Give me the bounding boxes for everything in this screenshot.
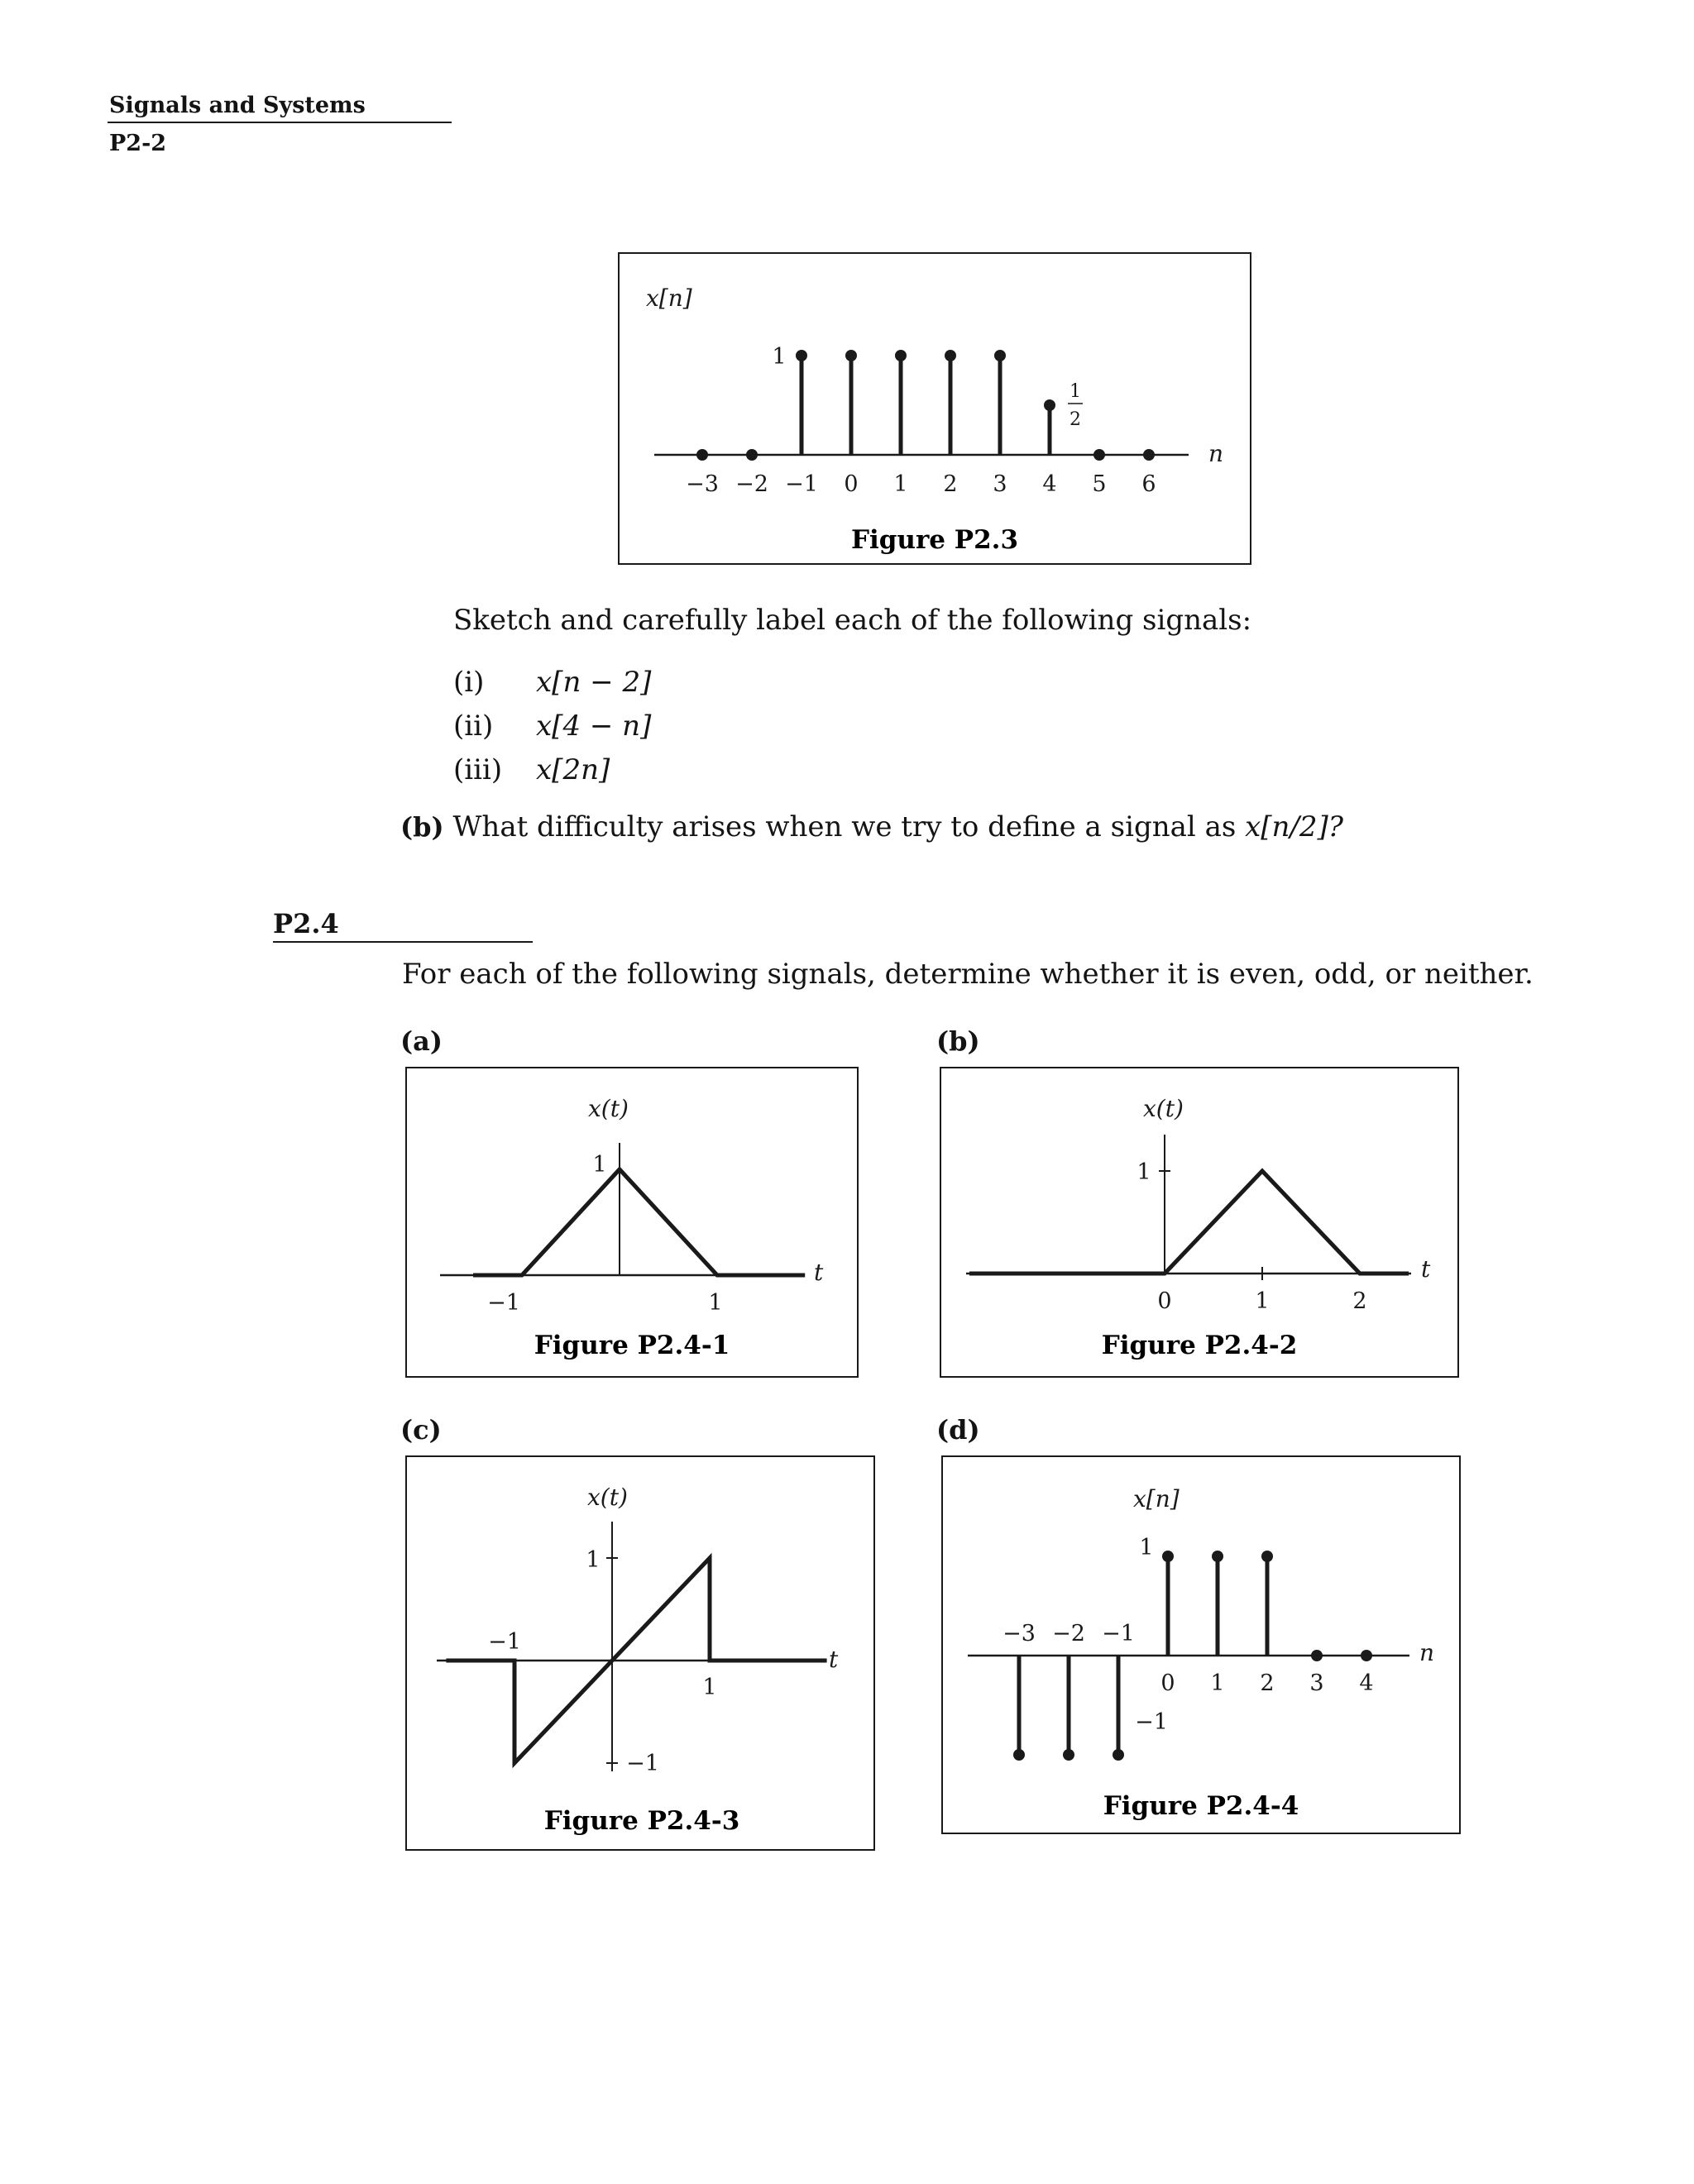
stem-point — [1143, 449, 1155, 461]
stem-point — [1113, 1749, 1124, 1761]
value-label-minus-one: −1 — [1135, 1709, 1168, 1735]
value-label-one: 1 — [1139, 1535, 1154, 1560]
tick-label: −1 — [785, 471, 818, 497]
stem-point — [1093, 449, 1105, 461]
stem-series — [696, 350, 1155, 461]
part-a-label: (a) — [400, 1025, 443, 1057]
figure-caption: Figure P2.4-4 — [1103, 1791, 1299, 1821]
signal-line — [473, 1169, 805, 1275]
stem-point — [696, 449, 708, 461]
value-label-one: 1 — [772, 344, 787, 370]
tick-label: 4 — [1042, 471, 1057, 497]
figure-caption: Figure P2.4-3 — [543, 1806, 740, 1836]
running-head-page-id: P2-2 — [109, 131, 167, 156]
value-label-one: 1 — [1137, 1159, 1151, 1185]
p2-3-instruction: Sketch and carefully label each of the following signals: — [453, 604, 1252, 637]
stem-point — [1261, 1551, 1273, 1562]
tick-label: 1 — [1210, 1670, 1225, 1696]
figure-p2-3-box — [618, 252, 1251, 565]
figure-p2-4-2-plot — [941, 1068, 1457, 1376]
item-expr: x[n − 2] — [536, 666, 652, 699]
part-b-expr: x[n/2]? — [1245, 810, 1344, 843]
tick-labels — [686, 471, 1156, 497]
tick-label: 0 — [844, 471, 859, 497]
tick-label: −3 — [686, 471, 719, 497]
stem-point — [945, 350, 956, 361]
tick-label: 6 — [1141, 471, 1156, 497]
ylabel: x(t) — [1143, 1095, 1184, 1122]
tick-label: 2 — [943, 471, 958, 497]
signal-line — [969, 1171, 1409, 1274]
xlabel: n — [1208, 440, 1224, 467]
tick-label: −2 — [1052, 1621, 1085, 1646]
xlabel: n — [1419, 1639, 1435, 1666]
part-c-label: (c) — [400, 1414, 442, 1446]
figure-p2-4-3-plot — [407, 1457, 873, 1849]
item-ii — [453, 710, 651, 743]
item-num: (iii) — [453, 753, 503, 786]
tick-label: 1 — [1255, 1288, 1270, 1314]
tick-label: 5 — [1092, 471, 1107, 497]
tick-label: 1 — [702, 1675, 717, 1700]
item-i — [453, 666, 651, 699]
tick-label: −1 — [487, 1290, 520, 1316]
stem-point — [845, 350, 857, 361]
stem-point — [1311, 1650, 1323, 1661]
item-iii — [453, 753, 610, 786]
tick-label: 1 — [708, 1290, 723, 1316]
running-head-title: Signals and Systems — [109, 93, 366, 118]
item-expr: x[4 − n] — [536, 710, 652, 743]
value-label-one: 1 — [586, 1547, 601, 1573]
stem-point — [1361, 1650, 1372, 1661]
value-label-half-num: 1 — [1070, 381, 1081, 402]
tick-label: 4 — [1359, 1670, 1374, 1696]
value-label-half-den: 2 — [1070, 409, 1081, 430]
figure-caption: Figure P2.4-1 — [534, 1331, 730, 1360]
stem-point — [1212, 1551, 1223, 1562]
item-expr: x[2n] — [536, 753, 610, 786]
figure-p2-4-4-box — [941, 1455, 1461, 1834]
part-label: (b) — [400, 811, 444, 843]
value-label-minus-one: −1 — [626, 1751, 659, 1776]
p2-4-instruction: For each of the following signals, determine whether it is even, odd, or neither. — [402, 958, 1534, 991]
tick-label: −1 — [1102, 1621, 1135, 1646]
stem-point — [1044, 399, 1055, 411]
tick-label: 3 — [993, 471, 1007, 497]
tick-label: 0 — [1160, 1670, 1175, 1696]
xlabel: t — [814, 1259, 824, 1286]
xlabel: t — [1421, 1255, 1431, 1283]
figure-p2-4-1-plot — [407, 1068, 857, 1376]
xlabel: t — [829, 1646, 839, 1673]
p2-3-part-b — [400, 810, 1343, 843]
stem-point — [994, 350, 1006, 361]
tick-label: 3 — [1309, 1670, 1324, 1696]
part-d-label: (d) — [936, 1414, 980, 1446]
stem-point — [1063, 1749, 1074, 1761]
part-b-label: (b) — [936, 1025, 980, 1057]
figure-p2-4-4-plot — [943, 1457, 1459, 1833]
section-rule — [273, 941, 533, 943]
figure-caption: Figure P2.4-2 — [1101, 1331, 1298, 1360]
figure-caption: Figure P2.3 — [850, 525, 1019, 555]
part-b-text: What difficulty arises when we try to define a signal as — [452, 810, 1237, 843]
tick-label: 2 — [1352, 1288, 1367, 1314]
ylabel: x(t) — [587, 1484, 628, 1511]
running-head-rule — [108, 122, 452, 123]
stem-point — [895, 350, 907, 361]
stem-point — [746, 449, 758, 461]
figure-p2-4-3-box — [405, 1455, 875, 1851]
item-num: (ii) — [453, 710, 494, 743]
stem-point — [796, 350, 807, 361]
ylabel: x[n] — [646, 284, 692, 312]
stem-point — [1162, 1551, 1174, 1562]
stem-point — [1013, 1749, 1025, 1761]
ylabel: x[n] — [1133, 1485, 1180, 1513]
figure-p2-3-plot — [620, 254, 1250, 563]
tick-label: 1 — [893, 471, 908, 497]
tick-label: −1 — [488, 1629, 521, 1655]
tick-label: 0 — [1157, 1288, 1172, 1314]
figure-p2-4-1-box — [405, 1067, 859, 1378]
tick-label: −3 — [1003, 1621, 1036, 1646]
section-heading-p2-4: P2.4 — [273, 908, 339, 939]
value-label-one: 1 — [592, 1152, 607, 1178]
ylabel: x(t) — [588, 1095, 629, 1122]
figure-p2-4-2-box — [940, 1067, 1459, 1378]
tick-label: −2 — [735, 471, 768, 497]
tick-label: 2 — [1260, 1670, 1275, 1696]
item-num: (i) — [453, 666, 485, 699]
